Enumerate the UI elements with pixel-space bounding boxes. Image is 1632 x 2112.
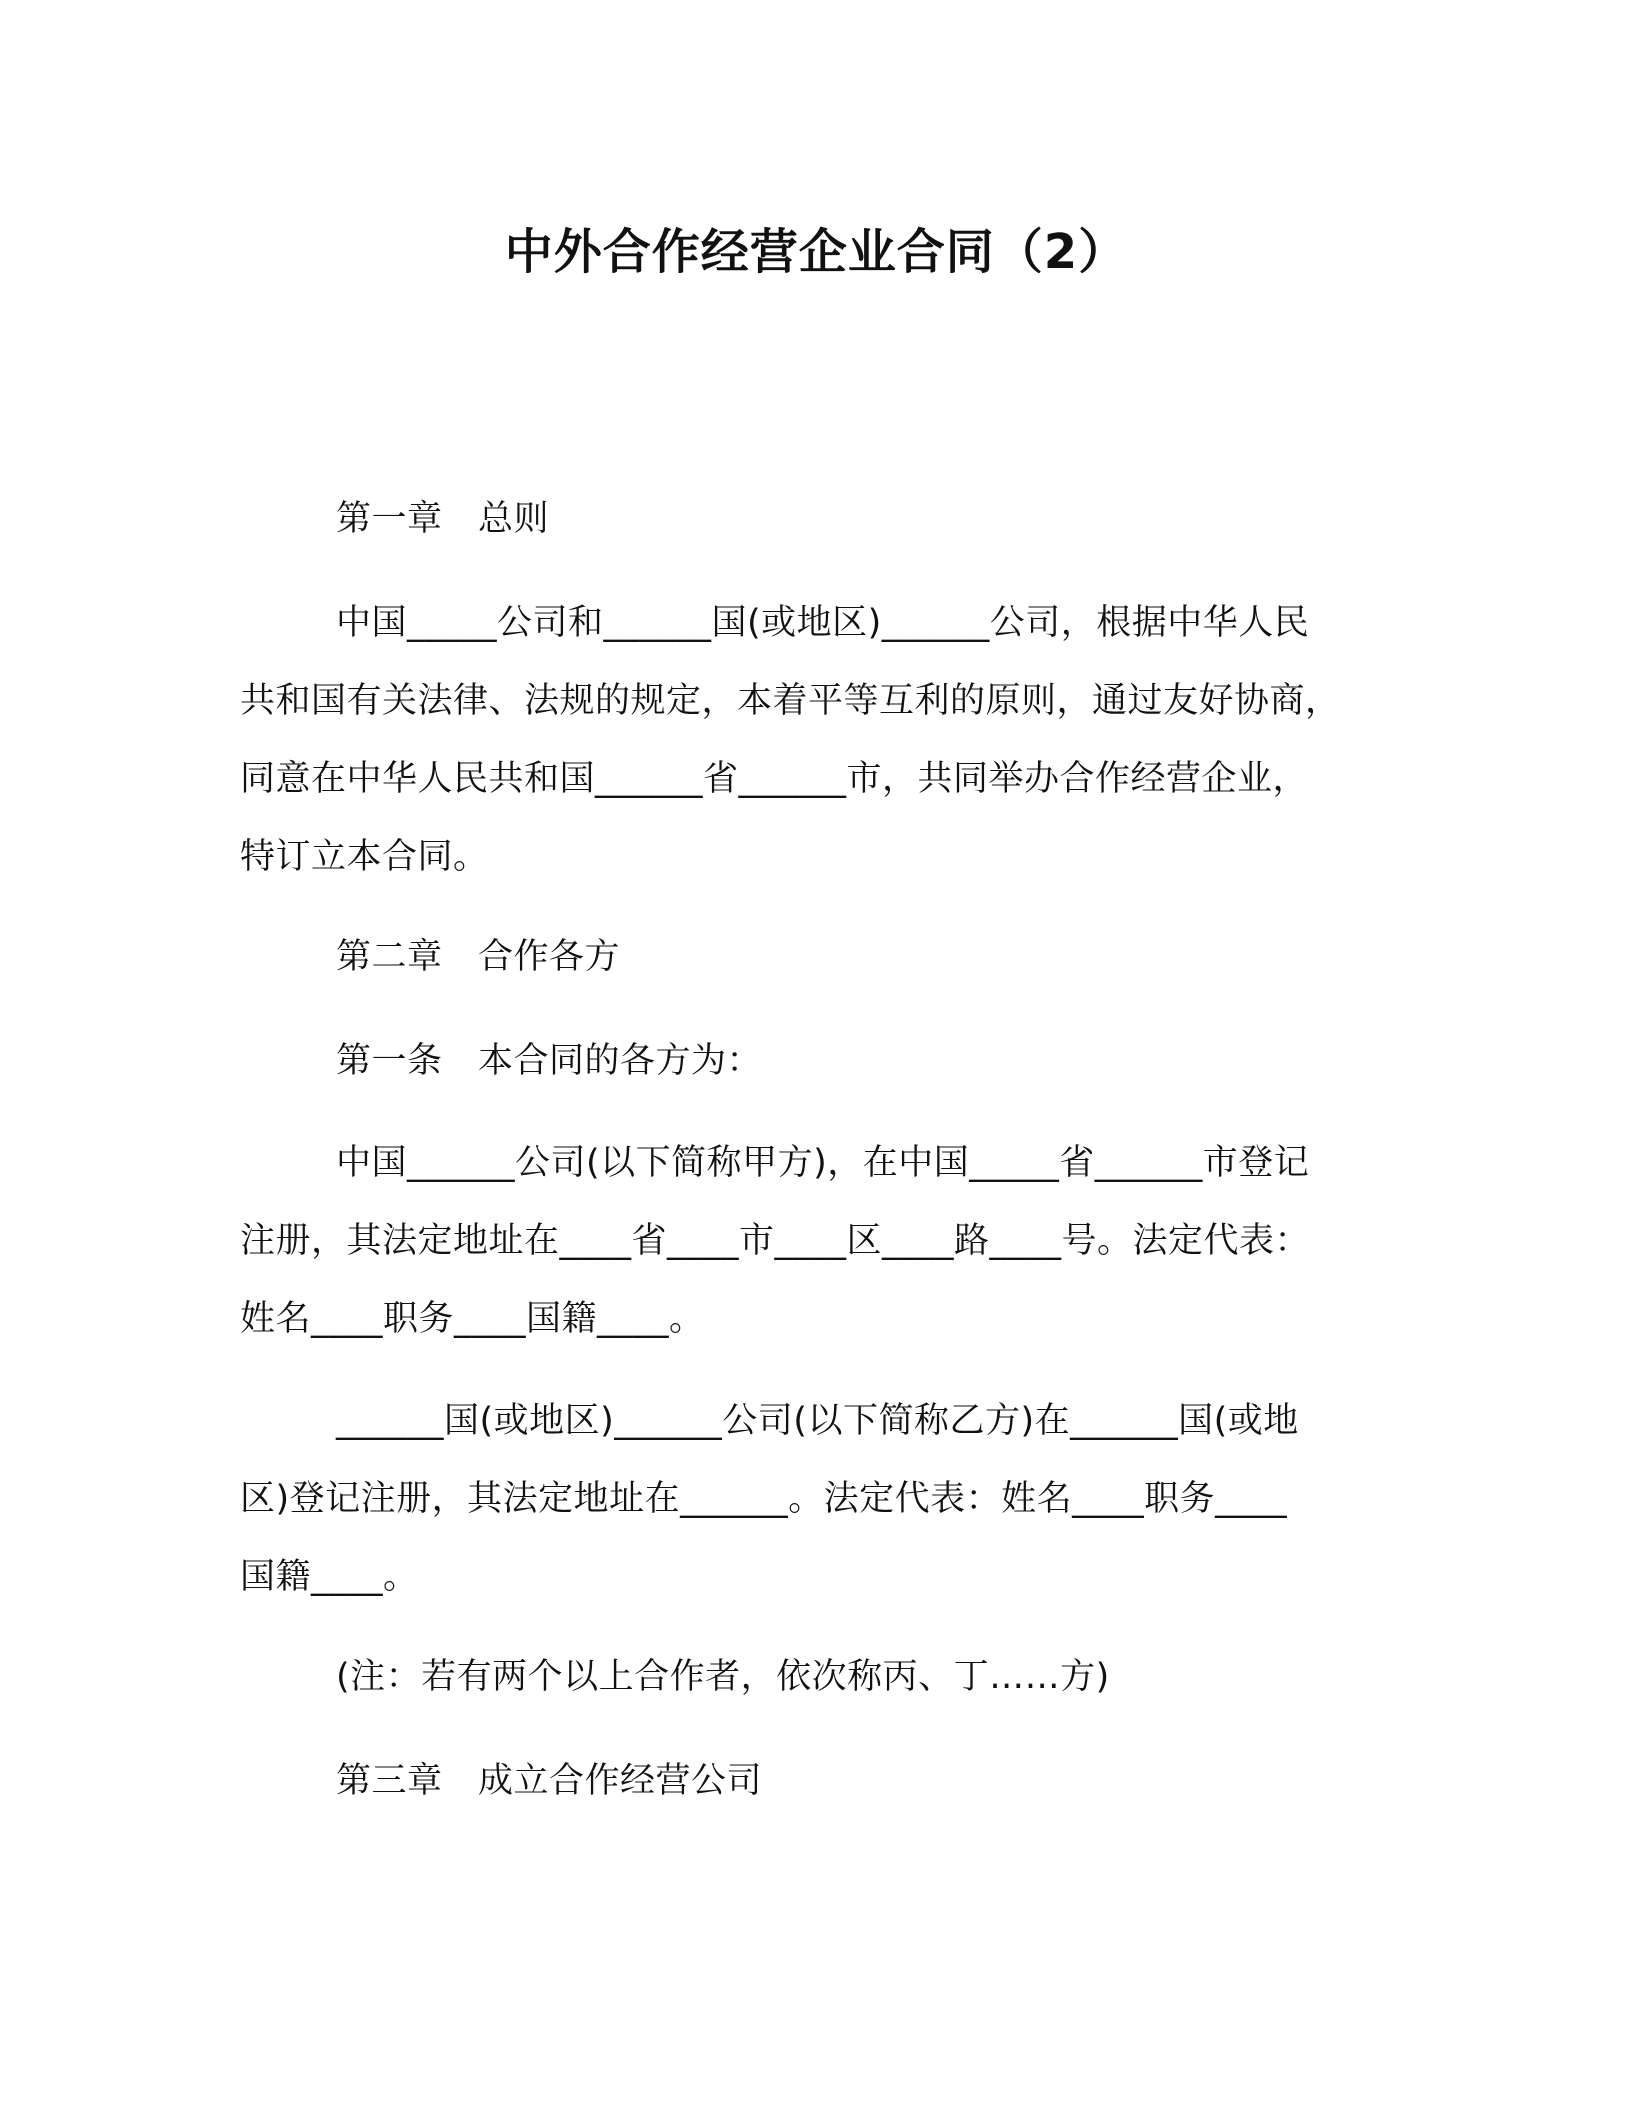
paragraph-party-b [240,1382,1400,1616]
paragraph-line: ______国(或地区)______公司(以下简称乙方)在______国(或地 [336,1401,1299,1441]
note-text: (注：若有两个以上合作者，依次称丙、丁……方) [336,1657,1110,1697]
chapter-2-heading: 第二章 合作各方 [336,937,621,977]
article-1-heading: 第一条 本合同的各方为： [336,1041,763,1081]
chapter-1-heading: 第一章 总则 [336,499,550,539]
paragraph-line: 注册，其法定地址在____省____市____区____路____号。法定代表： [240,1221,1311,1261]
paragraph-line: 区)登记注册，其法定地址在______。法定代表：姓名____职务____ [240,1479,1288,1519]
paragraph-line: 中国_____公司和______国(或地区)______公司，根据中华人民 [336,603,1310,643]
paragraph-line: 中国______公司(以下简称甲方)，在中国_____省______市登记 [336,1143,1310,1183]
paragraph-line: 同意在中华人民共和国______省______市，共同举办合作经营企业， [240,759,1309,799]
paragraph-line: 特订立本合同。 [240,837,489,877]
document-title: 中外合作经营企业合同（2） [504,224,1128,280]
paragraph-line: 共和国有关法律、法规的规定，本着平等互利的原则，通过友好协商， [240,681,1341,721]
paragraph-party-a [240,1124,1400,1358]
paragraph-line: 国籍____。 [240,1557,419,1597]
paragraph-line: 姓名____职务____国籍____。 [240,1299,705,1339]
paragraph-intro [240,584,1400,896]
chapter-3-heading: 第三章 成立合作经营公司 [336,1761,763,1801]
